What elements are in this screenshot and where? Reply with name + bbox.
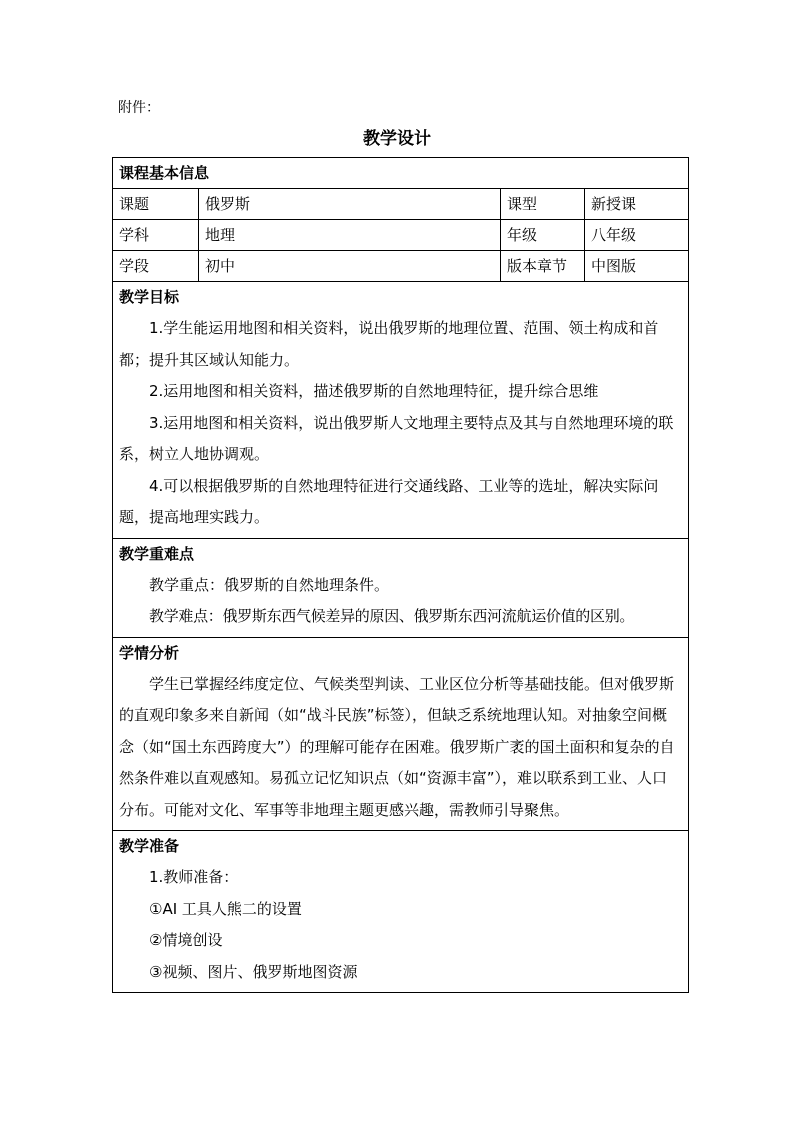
objective-item-3: 3.运用地图和相关资料，说出俄罗斯人文地理主要特点及其与自然地理环境的联系，树立人地协调观。 bbox=[119, 413, 674, 463]
info-value-lesson-type: 新授课 bbox=[585, 189, 689, 220]
preparation-title: 教学准备 bbox=[119, 837, 180, 855]
learner-analysis-row bbox=[113, 637, 689, 831]
info-label-topic: 课题 bbox=[113, 189, 199, 220]
objectives-row bbox=[113, 282, 689, 539]
key-points-row bbox=[113, 538, 689, 637]
teaching-design-table bbox=[112, 157, 689, 993]
info-row-stage bbox=[113, 251, 689, 282]
preparation-item-ai-tool: ①AI 工具人熊二的设置 bbox=[149, 899, 302, 918]
info-value-edition: 中图版 bbox=[585, 251, 689, 282]
info-row-topic bbox=[113, 189, 689, 220]
attachment-label: 附件： bbox=[118, 100, 160, 116]
key-point-focus: 教学重点：俄罗斯的自然地理条件。 bbox=[149, 575, 390, 594]
key-points-section bbox=[113, 538, 689, 637]
basic-info-section-title: 课程基本信息 bbox=[113, 158, 689, 189]
document-title: 教学设计 bbox=[363, 129, 431, 149]
basic-info-header-row bbox=[113, 158, 689, 189]
learner-analysis-title: 学情分析 bbox=[119, 643, 180, 662]
objectives-section bbox=[113, 282, 689, 539]
key-point-difficulty: 教学难点：俄罗斯东西气候差异的原因、俄罗斯东西河流航运价值的区别。 bbox=[149, 607, 635, 625]
info-label-lesson-type: 课型 bbox=[501, 189, 585, 220]
info-label-subject: 学科 bbox=[113, 220, 199, 251]
objective-item-1: 1.学生能运用地图和相关资料，说出俄罗斯的地理位置、范围、领土构成和首都；提升其区域认知能力。 bbox=[119, 319, 659, 369]
preparation-section bbox=[113, 831, 689, 993]
objective-item-2: 2.运用地图和相关资料，描述俄罗斯的自然地理特征，提升综合思维 bbox=[149, 382, 599, 400]
learner-analysis-text: 学生已掌握经纬度定位、气候类型判读、工业区位分析等基础技能。但对俄罗斯的直观印象多来自新闻（如“战斗民族”标签），但缺乏系统地理认知。对抽象空间概念（如“国土东西跨度大”）的理解可能存在困难。俄罗斯广袤的国土面积和复杂的自然条件难以直观感知。易孤立记忆知识点（如“资源丰富”），难以联系到工业、人口分布。可能对文化、军事等非地理主题更感兴趣，需教师引导聚焦。 bbox=[119, 674, 675, 819]
preparation-item-media: ③视频、图片、俄罗斯地图资源 bbox=[149, 962, 358, 981]
info-value-topic: 俄罗斯 bbox=[199, 189, 501, 220]
preparation-item-teacher: 1.教师准备： bbox=[149, 868, 239, 886]
preparation-item-scenario: ②情境创设 bbox=[149, 931, 223, 949]
info-label-stage: 学段 bbox=[113, 251, 199, 282]
learner-analysis-section bbox=[113, 637, 689, 831]
info-label-edition: 版本章节 bbox=[501, 251, 585, 282]
info-value-stage: 初中 bbox=[199, 251, 501, 282]
objectives-title: 教学目标 bbox=[119, 288, 180, 306]
key-points-title: 教学重难点 bbox=[119, 544, 195, 563]
info-label-grade: 年级 bbox=[501, 220, 585, 251]
info-value-grade: 八年级 bbox=[585, 220, 689, 251]
info-value-subject: 地理 bbox=[199, 220, 501, 251]
info-row-subject bbox=[113, 220, 689, 251]
preparation-row bbox=[113, 831, 689, 993]
objective-item-4: 4.可以根据俄罗斯的自然地理特征进行交通线路、工业等的选址，解决实际问题，提高地理实践力。 bbox=[119, 476, 659, 526]
